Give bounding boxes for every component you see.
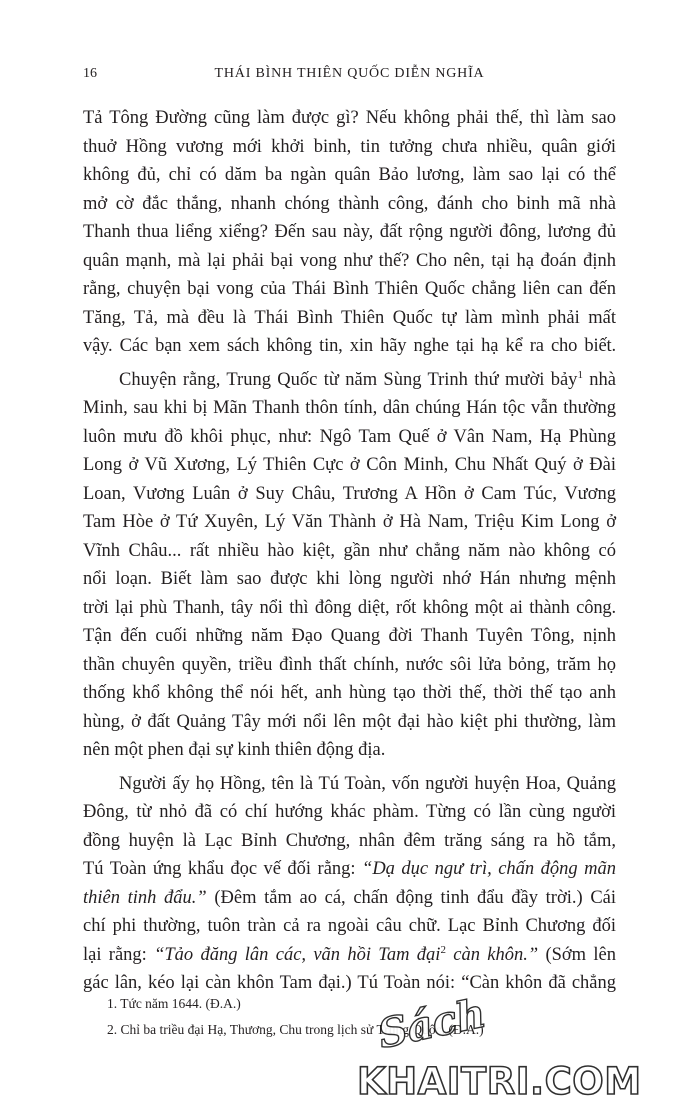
page-body	[83, 104, 616, 998]
body-line	[83, 855, 616, 884]
body-line	[83, 941, 616, 970]
body-line: thuở Hồng vương mới khởi binh, tin tưởng chưa nhiều, quân giới	[83, 136, 616, 157]
body-line: không đủ, chỉ có dăm ba ngàn quân Bảo lương, làm sao lại có thể	[83, 165, 616, 185]
footnote-ref-1: 1	[577, 368, 583, 381]
body-line: luôn mưu đồ khôi phục, như: Ngô Tam Quế ở Vân Nam, Hạ Phùng	[83, 426, 616, 447]
quote-text: “Tảo đăng lân các, vãn hồi Tam đại	[154, 944, 441, 965]
body-text: Tú Toàn ứng khẩu đọc vế đối rằng:	[83, 859, 363, 879]
body-line: Tận đến cuối những năm Đạo Quang đời Thanh Tuyên Tông, nịnh	[83, 626, 616, 646]
body-text: (Đêm tắm ao cá, chấn động tinh đẩu đầy trời.) Cái	[206, 887, 617, 908]
body-text: nhà	[582, 369, 616, 390]
body-line: Người ấy họ Hồng, tên là Tú Toàn, vốn người huyện Hoa, Quảng	[119, 773, 616, 794]
body-line: thống khổ không thể nói hết, anh hùng tạo thời thế, thời thế tạo anh	[83, 683, 616, 703]
body-line: Long ở Vũ Xương, Lý Thiên Cực ở Côn Minh, Chu Nhất Quý ở Đài	[83, 455, 616, 475]
page-header	[83, 66, 616, 88]
body-line: mở cờ đắc thắng, nhanh chóng thành công, đánh cho binh mã nhà	[83, 193, 616, 214]
running-title: THÁI BÌNH THIÊN QUỐC DIỄN NGHĨA	[214, 66, 485, 81]
body-line: nên một phen đại sự kinh thiên động địa.	[83, 740, 386, 760]
body-line: vậy. Các bạn xem sách không tin, xin hãy nghe tại hạ kể ra cho biết.	[83, 336, 616, 356]
watermark-script-logo: Sách	[374, 989, 490, 1058]
body-line	[83, 366, 616, 395]
footnote-ref-2: 2	[440, 943, 446, 956]
body-line: gác lân, kéo lại càn khôn Tam đại.) Tú Toàn nói: “Càn khôn đã chẳng	[83, 973, 616, 993]
body-line: nổi loạn. Biết làm sao được khi lòng người nhớ Hán nhưng mệnh	[83, 569, 616, 589]
body-line	[83, 884, 616, 913]
body-line: hùng, ở đất Quảng Tây mới nổi lên một đại hào kiệt phi thường, làm	[83, 711, 616, 732]
body-line: Thanh thua liểng xiểng? Đến sau này, đất rộng người đông, lương đủ	[83, 222, 616, 242]
page-number: 16	[83, 66, 97, 81]
body-line: Đông, từ nhỏ đã có chí hướng khác phàm. Từng có lần cùng người	[83, 802, 616, 822]
footnote-1: 1. Tức năm 1644. (Đ.A.)	[107, 996, 241, 1011]
body-text: Chuyện rằng, Trung Quốc từ năm Sùng Trinh thứ mười bảy	[119, 369, 578, 390]
body-line: trời lại phù Thanh, tây nổi thì đông diệt, rốt không một ai thành công.	[83, 597, 616, 618]
body-line: thần chuyên quyền, triều đình thất chính, nước sôi lửa bỏng, trăm họ	[83, 654, 616, 675]
body-line: Vĩnh Châu... rất nhiều hào kiệt, gần như chẳng năm nào không có	[83, 540, 616, 561]
quote-text: thiên tinh đẩu.”	[83, 887, 207, 908]
body-text: lại rằng:	[83, 944, 155, 965]
body-text: (Sớm lên	[538, 944, 616, 965]
quote-text: “Dạ dục ngư trì, chấn động mãn	[362, 859, 616, 879]
body-line: đồng huyện là Lạc Bỉnh Chương, nhân đêm trăng sáng ra hồ tắm,	[83, 830, 616, 851]
body-line: quân mạnh, mà lại phải bại vong như thế? Cho nên, tại hạ đoán định	[83, 250, 616, 271]
body-line: rằng, chuyện bại vong của Thái Bình Thiên Quốc chẳng liên can đến	[83, 279, 616, 299]
body-line: Minh, sau khi bị Mãn Thanh thôn tính, dân chúng Hán tộc vẫn thường	[83, 398, 616, 418]
body-line: Tăng, Tả, mà đều là Thái Bình Thiên Quốc tự làm mình phải mất	[83, 307, 616, 328]
body-line: Tam Hòe ở Tứ Xuyên, Lý Văn Thành ở Hà Nam, Triệu Kim Long ở	[83, 512, 616, 532]
body-line: Loan, Vương Luân ở Suy Châu, Trương A Hồn ở Cam Túc, Vương	[83, 483, 616, 504]
footnote-2: 2. Chỉ ba triều đại Hạ, Thương, Chu trong lịch sử Trung Quốc. (Đ.A.)	[107, 1022, 484, 1037]
quote-text: càn khôn.”	[445, 944, 539, 965]
body-line: Tả Tông Đường cũng làm được gì? Nếu không phải thế, thì làm sao	[83, 108, 616, 128]
watermark-logo: KHAITRI.COM	[357, 1060, 642, 1103]
body-line: chí phi thường, tuôn tràn cả ra ngoài câu chữ. Lạc Bỉnh Chương đối	[83, 916, 616, 936]
